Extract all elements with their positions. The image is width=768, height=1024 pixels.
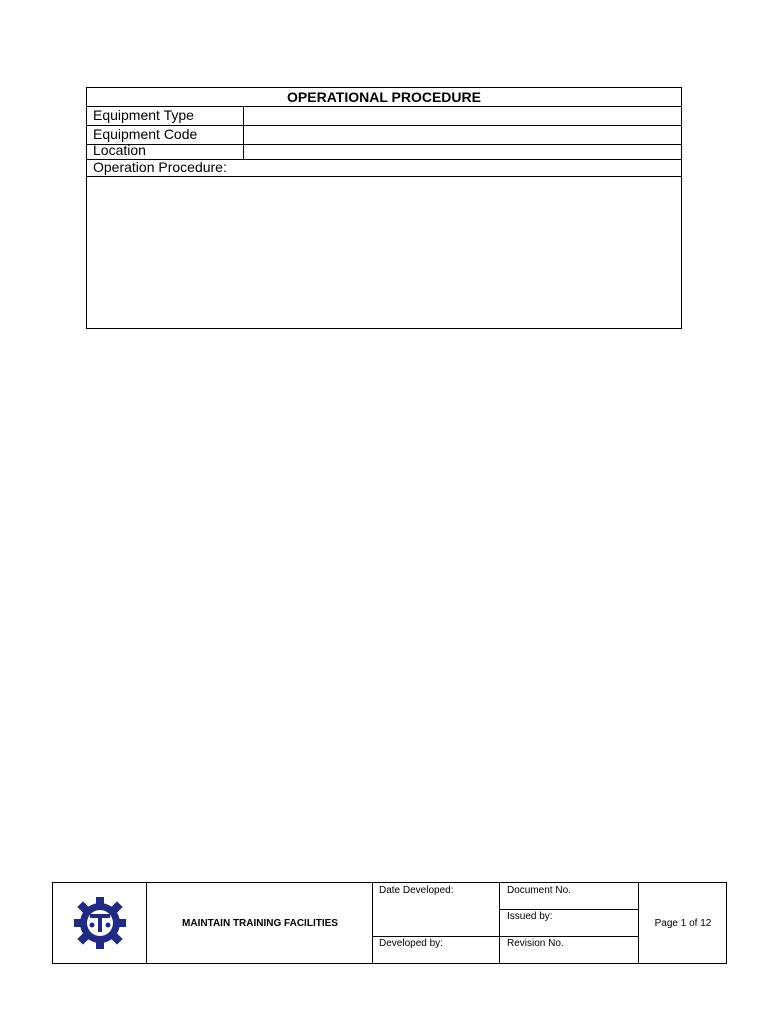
issued-by-label: Issued by: <box>507 911 553 922</box>
date-developed-label: Date Developed: <box>379 885 454 896</box>
document-footer <box>52 882 727 964</box>
developed-by-label: Developed by: <box>379 938 443 949</box>
form-title: OPERATIONAL PROCEDURE <box>87 88 681 107</box>
gear-logo-icon <box>66 895 134 951</box>
operation-procedure-field[interactable] <box>87 177 681 327</box>
module-title: MAINTAIN TRAINING FACILITIES <box>182 917 338 929</box>
document-no-label: Document No. <box>507 885 571 896</box>
location-label: Location <box>87 143 244 159</box>
equipment-type-field[interactable] <box>244 107 681 125</box>
location-field[interactable] <box>244 143 681 159</box>
logo-cell <box>53 883 146 963</box>
equipment-code-field[interactable] <box>244 126 681 144</box>
equipment-code-label: Equipment Code <box>87 126 244 144</box>
equipment-type-label: Equipment Type <box>87 107 244 125</box>
location-row <box>87 143 681 160</box>
page-number: Page 1 of 12 <box>654 917 712 929</box>
operational-procedure-form <box>86 87 682 329</box>
revision-no-label: Revision No. <box>507 938 564 949</box>
operation-procedure-label: Operation Procedure: <box>87 160 681 177</box>
equipment-type-row <box>87 107 681 126</box>
